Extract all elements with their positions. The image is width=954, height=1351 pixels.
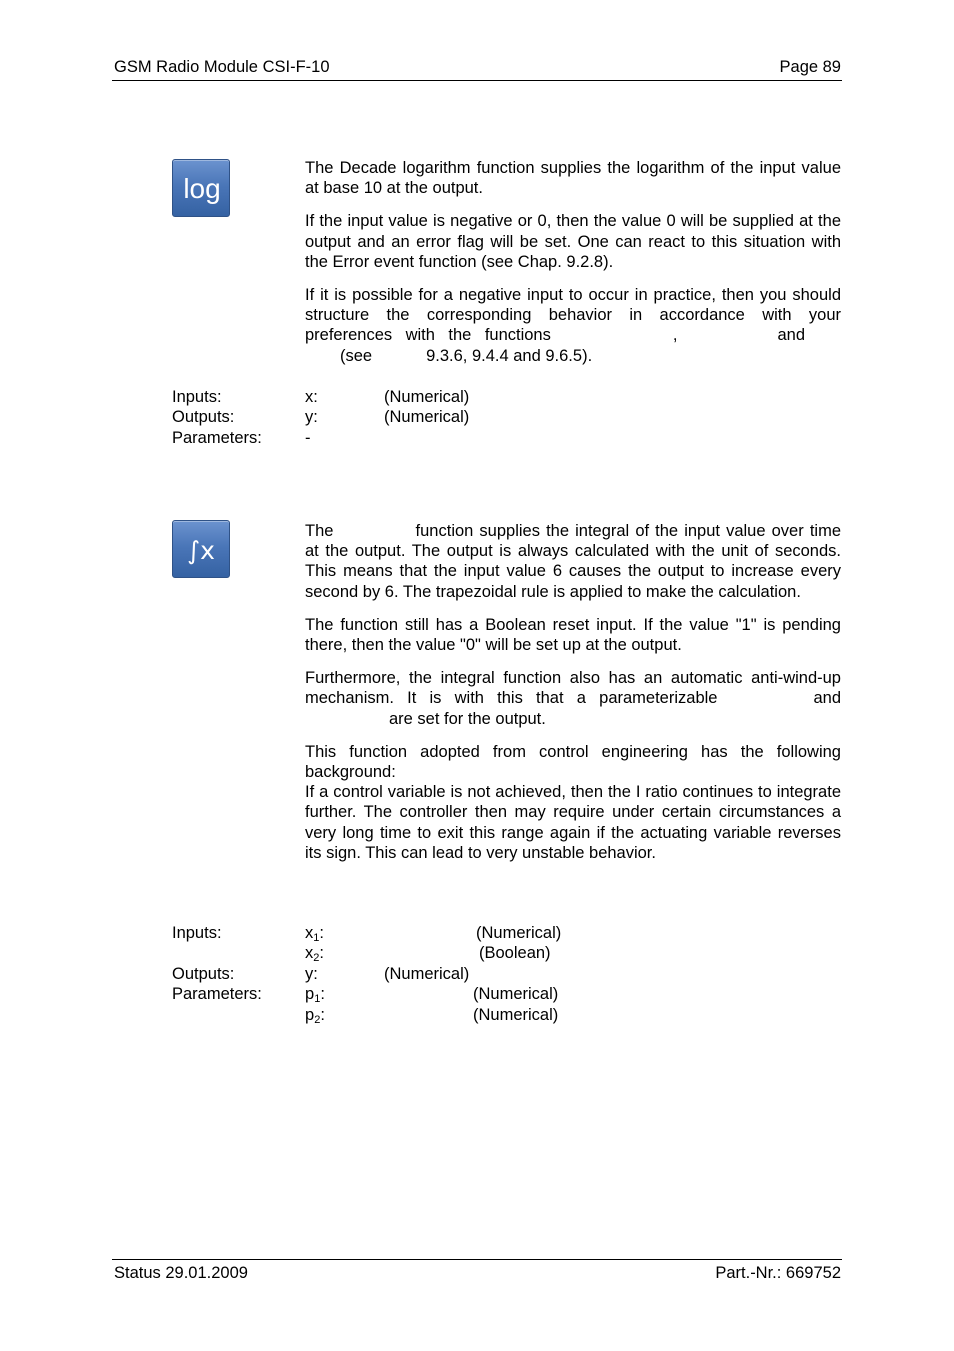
int-output-row — [172, 964, 672, 984]
int-param-p1-row — [172, 984, 672, 1004]
int-param-p2-row — [172, 1005, 672, 1025]
page-header — [112, 58, 842, 81]
integral-icon-label: ∫x — [187, 536, 215, 565]
int-param-p1: $p_1$: — [305, 985, 325, 1006]
log-input-var: x: — [305, 388, 318, 406]
log-function-icon — [172, 159, 230, 217]
log-p3-text-a: If it is possible for a negative input to occur in practice, then you should structure the corresponding behavior in accordance with your preferences with the functions — [305, 286, 841, 345]
integral-paragraph-4a: This function adopted from control engineering has the following background: — [305, 742, 841, 782]
int-input-x2-type: (Boolean) — [479, 944, 551, 963]
int-param-p2-type: (Numerical) — [473, 1005, 559, 1024]
log-output-var: y: — [305, 408, 318, 427]
log-output-type: (Numerical) — [384, 408, 470, 427]
document-title: GSM Radio Module CSI-F-10 — [114, 58, 330, 76]
log-p3-chapters: 9.3.6, 9.4.4 and 9.6.5). — [426, 346, 593, 365]
int-input-x1-row — [172, 923, 672, 943]
log-paragraph-1: The Decade logarithm function supplies the logarithm of the input value at base 10 at the output. — [305, 159, 841, 198]
integral-paragraph-3 — [305, 668, 841, 729]
integral-paragraph-1 — [305, 521, 841, 602]
log-params-row — [172, 428, 672, 448]
integral-paragraph-4b: If a control variable is not achieved, then the I ratio continues to integrate further. The controller then may require under certain circumstances a very long time to exit this range again if the actuating variable reverses its sign. This can lead to very unstable behavior. — [305, 783, 841, 862]
log-inputs-label: Inputs: — [172, 388, 222, 406]
log-paragraph-2: If the input value is negative or 0, then the value 0 will be supplied at the output and an error flag will be set. One can react to this situation with the Error event function (see Chap. 9.2.8). — [305, 212, 841, 271]
int-p3-text-c: are set for the output. — [389, 709, 546, 728]
integral-io-list — [172, 923, 672, 1025]
log-inputs-row — [172, 387, 672, 407]
page-number: Page 89 — [779, 58, 841, 76]
int-p1-text: function supplies the integral of the input value over time at the output. The output is always calculated with the unit of seconds. This means that the input value 6 causes the output to increase every second by 6. The trapezoidal rule is applied to make the calculation. — [305, 522, 841, 601]
log-paragraph-3 — [305, 285, 841, 366]
int-p1-the: The — [305, 522, 334, 540]
int-p3-and: and — [813, 689, 841, 708]
int-input-x2-row — [172, 943, 672, 963]
log-p3-comma: , — [672, 326, 678, 345]
log-outputs-row — [172, 407, 672, 427]
log-input-type: (Numerical) — [384, 388, 470, 406]
log-description — [305, 158, 841, 379]
int-input-x1-type: (Numerical) — [476, 924, 562, 942]
log-outputs-label: Outputs: — [172, 408, 235, 427]
int-param-p1-type: (Numerical) — [473, 985, 559, 1004]
log-params-value: - — [305, 428, 311, 447]
log-io-list — [172, 387, 672, 448]
integral-paragraph-2: The function still has a Boolean reset input. If the value "1" is pending there, then the value "0" will be set up at the output. — [305, 615, 841, 655]
log-params-label: Parameters: — [172, 428, 262, 447]
int-output-y: y: — [305, 964, 318, 983]
int-input-x2: $x_2$: — [305, 944, 324, 965]
int-params-label: Parameters: — [172, 985, 262, 1004]
log-icon-label: log — [183, 173, 221, 204]
int-output-type: (Numerical) — [384, 964, 470, 983]
integral-function-icon — [172, 520, 230, 578]
int-inputs-label: Inputs: — [172, 924, 222, 942]
log-p3-and: and — [777, 326, 805, 345]
part-number: Part.-Nr.: 669752 — [715, 1264, 841, 1282]
int-input-x1: $x_1$: — [305, 924, 324, 944]
integral-description — [305, 521, 841, 876]
log-p3-see: (see — [340, 346, 373, 365]
page-footer — [112, 1259, 842, 1282]
int-param-p2: $p_2$: — [305, 1005, 325, 1026]
int-outputs-label: Outputs: — [172, 964, 235, 983]
int-p3-text-a: Furthermore, the integral function also has an automatic anti-wind-up mechanism. It is with this that a parameterizable — [305, 669, 841, 708]
status-date: Status 29.01.2009 — [114, 1264, 248, 1282]
